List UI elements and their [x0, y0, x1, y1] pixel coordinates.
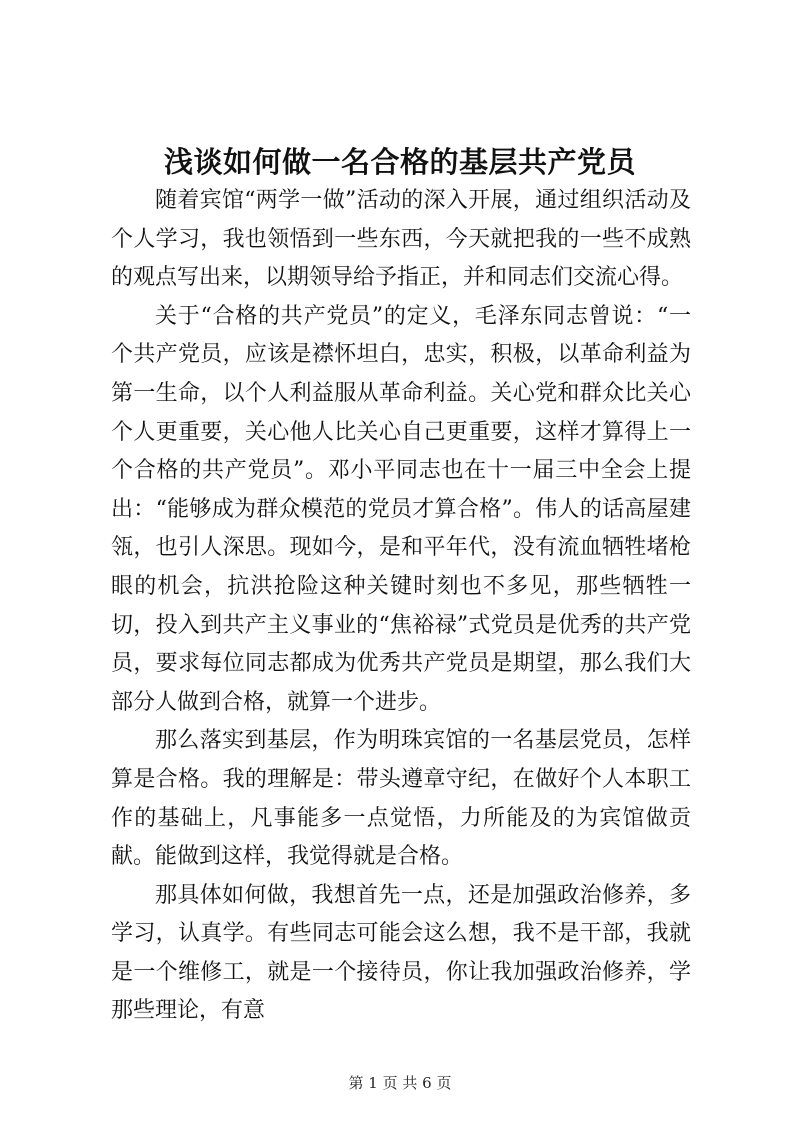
paragraph-3: 那么落实到基层，作为明珠宾馆的一名基层党员，怎样算是合格。我的理解是：带头遵章守纪，在做好个人本职工作的基础上，凡事能多一点觉悟，力所能及的为宾馆做贡献。能做到这样，我觉得就是合格。: [111, 728, 691, 870]
paragraph-2: 关于“合格的共产党员”的定义，毛泽东同志曾说：“一个共产党员，应该是襟怀坦白，忠实，积极，以革命利益为第一生命，以个人利益服从革命利益。关心党和群众比关心个人更重要，关心他人比关心自己更重要，这样才算得上一个合格的共产党员”。邓小平同志也在十一届三中全会上提出：“能够成为群众模范的党员才算合格”。伟人的话高屋建瓴，也引人深思。现如今，是和平年代，没有流血牺牲堵枪眼的机会，抗洪抢险这种关键时刻也不多见，那些牺牲一切，投入到共产主义事业的“焦裕禄”式党员是优秀的共产党员，要求每位同志都成为优秀共产党员是期望，那么我们大部分人做到合格，就算一个进步。: [111, 303, 691, 715]
paragraph-4: 那具体如何做，我想首先一点，还是加强政治修养，多学习，认真学。有些同志可能会这么想，我不是干部，我就是一个维修工，就是一个接待员，你让我加强政治修养，学那些理论，有意: [111, 882, 691, 1024]
document-title: 浅谈如何做一名合格的基层共产党员: [163, 145, 636, 179]
document-body: [111, 182, 691, 1031]
paragraph-1: 随着宾馆“两学一做”活动的深入开展，通过组织活动及个人学习，我也领悟到一些东西，今天就把我的一些不成熟的观点写出来，以期领导给予指正，并和同志们交流心得。: [111, 188, 691, 291]
page-number-footer: 第 1 页 共 6 页: [348, 1074, 452, 1092]
